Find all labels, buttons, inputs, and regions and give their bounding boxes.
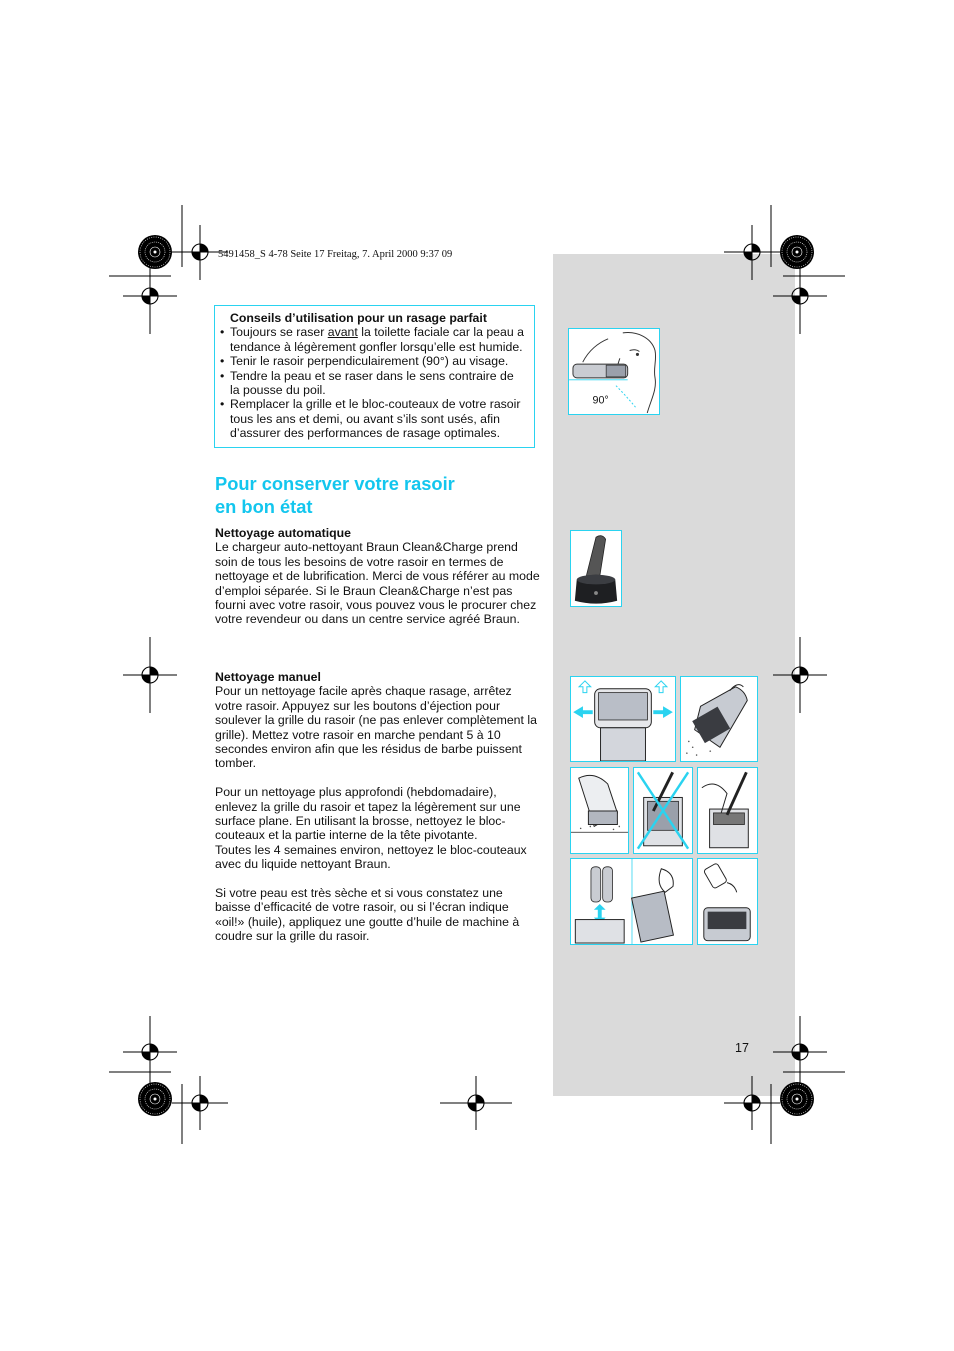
tip-item: • Tenir le rasoir perpendiculairement (90°) au visage. bbox=[220, 354, 526, 368]
shaver-running-illustration bbox=[680, 676, 758, 762]
clean-charge-station-illustration bbox=[570, 530, 622, 607]
page-number: 17 bbox=[735, 1041, 749, 1055]
manual-clean-p3: Si votre peau est très sèche et si vous constatez une baisse d’efficacité de votre rasoir, ou si l’écran indique «oil!» (huile), appliquez une goutte d’huile de machine à coudre sur la grille du rasoir. bbox=[215, 886, 520, 944]
manual-clean-section bbox=[215, 670, 540, 944]
oil-foil-illustration bbox=[697, 858, 758, 945]
tip-item: • Remplacer la grille et le bloc-couteaux de votre rasoir tous les ans et demi, ou avant s’ils sont usés, afin d’assurer des performances de rasage optimales. bbox=[220, 397, 526, 440]
tip-item: • Tendre la peau et se raser dans le sens contraire de la pousse du poil. bbox=[220, 369, 526, 398]
print-slug: 5491458_S 4-78 Seite 17 Freitag, 7. April 2000 9:37 09 bbox=[218, 249, 453, 260]
section-heading: Pour conserver votre rasoir en bon état bbox=[215, 473, 455, 517]
tips-list bbox=[220, 325, 526, 440]
eject-foil-illustration bbox=[570, 676, 676, 762]
svg-text:90°: 90° bbox=[592, 394, 609, 407]
auto-clean-title: Nettoyage automatique bbox=[215, 526, 351, 540]
manual-clean-title: Nettoyage manuel bbox=[215, 670, 321, 684]
shaving-angle-illustration bbox=[568, 328, 660, 415]
auto-clean-section bbox=[215, 526, 540, 627]
tip-item: • Toujours se raser avant la toilette faciale car la peau a tendance à légèrement gonfler lorsqu’elle est humide. bbox=[220, 325, 526, 354]
auto-clean-text: Le chargeur auto-nettoyant Braun Clean&Charge prend soin de tous les besoins de votre rasoir en termes de nettoyage et de lubrification. Merci de vous référer au mode d’emploi séparée. Si le Braun Clean&Charge n’est pas fourni avec votre rasoir, vous pouvez vous le procurer chez votre revendeur ou dans un centre service agréé Braun. bbox=[215, 540, 540, 627]
manual-clean-p1: Pour un nettoyage facile après chaque rasage, arrêtez votre rasoir. Appuyez sur les boutons d’éjection pour soulever la grille du rasoir (ne pas enlever complètement la grille). Mettez votre rasoir en marche pendant 5 à 10 secondes environ afin que les résidus de barbe puissent tomber. bbox=[215, 684, 537, 771]
do-not-brush-foil-illustration bbox=[633, 767, 693, 854]
tips-title: Conseils d’utilisation pour un rasage parfait bbox=[230, 311, 487, 325]
tips-box bbox=[214, 305, 535, 448]
brush-cutter-illustration bbox=[697, 767, 758, 854]
cutter-oil-illustration bbox=[570, 858, 693, 945]
tap-foil-illustration bbox=[570, 767, 629, 854]
manual-clean-p2: Pour un nettoyage plus approfondi (hebdomadaire), enlevez la grille du rasoir et tapez la légèrement sur une surface plane. En utilisant la brosse, nettoyez le bloc-couteaux et la partie interne de la tête pivotante. Toutes les 4 semaines environ, nettoyez le bloc-couteaux avec du liquide nettoyant Braun. bbox=[215, 785, 527, 872]
